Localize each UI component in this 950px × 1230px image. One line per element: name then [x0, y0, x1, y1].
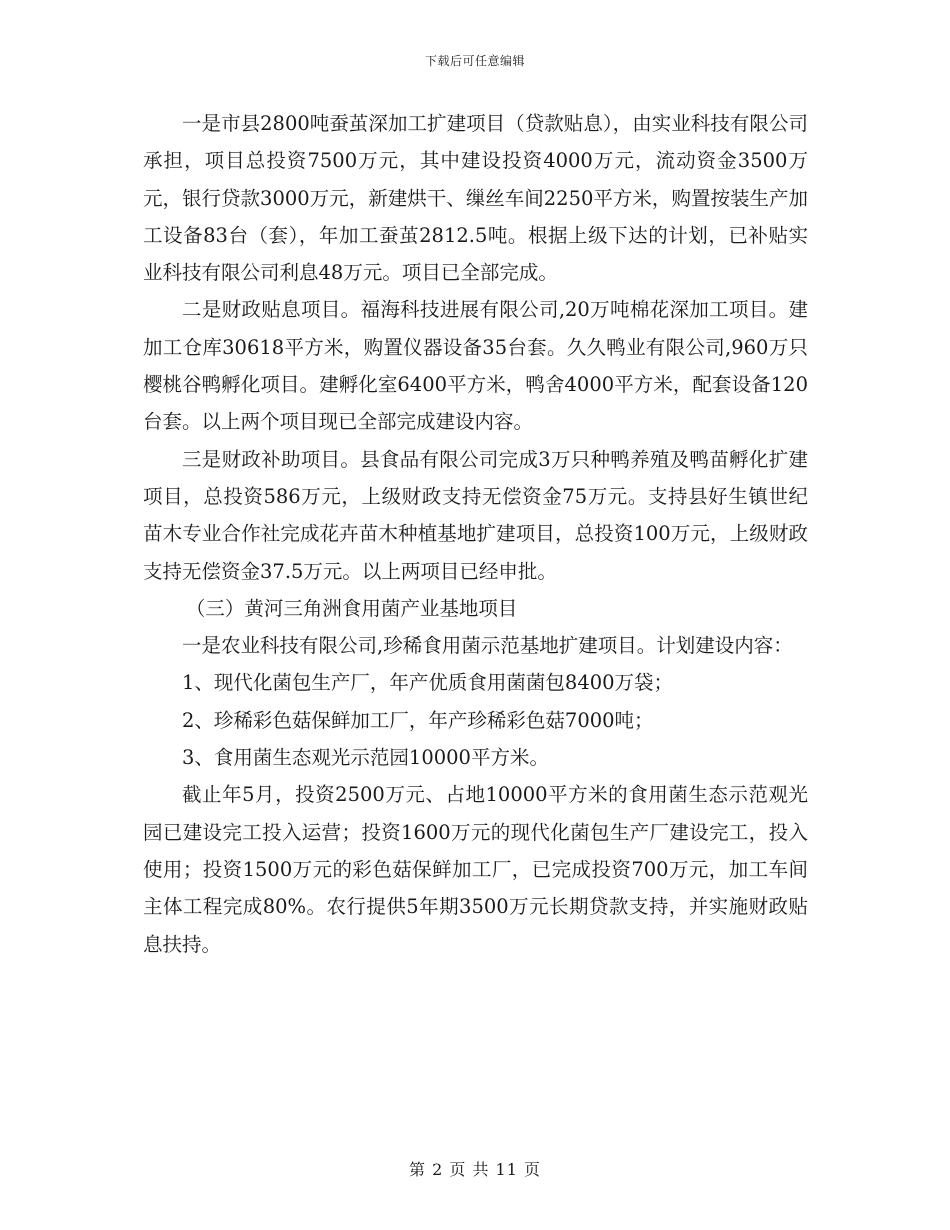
paragraph-progress: 截止年5月，投资2500万元、占地10000平方米的食用菌生态示范观光园已建设完工投入运营；投资1600万元的现代化菌包生产厂建设完工，投入使用；投资1500万元的彩色菇保鲜加工厂，已完成投资700万元，加工车间主体工程完成80%。农行提供5年期3500万元长期贷款支持，并实施财政贴息扶持。: [143, 783, 808, 956]
list-item: 3、食用菌生态观光示范园10000平方米。: [182, 746, 549, 770]
page-header: 下载后可任意编辑: [424, 54, 525, 68]
list-item: 2、珍稀彩色菇保鲜加工厂，年产珍稀彩色菇7000吨；: [182, 708, 654, 732]
list-item: 1、现代化菌包生产厂，年产优质食用菌菌包8400万袋；: [182, 671, 674, 695]
paragraph-project-three: 三是财政补助项目。县食品有限公司完成3万只种鸭养殖及鸭苗孵化扩建项目，总投资586万元，上级财政支持无偿资金75万元。支持县好生镇世纪苗木专业合作社完成花卉苗木种植基地扩建项目，总投资100万元，上级财政支持无偿资金37.5万元。以上两项目已经申批。: [143, 447, 808, 583]
page-number-footer: 第 2 页 共 11 页: [409, 1160, 541, 1179]
paragraph-project-two: 二是财政贴息项目。福海科技进展有限公司,20万吨棉花深加工项目。建加工仓库30618平方米，购置仪器设备35台套。久久鸭业有限公司,960万只樱桃谷鸭孵化项目。建孵化室6400平方米，鸭舍4000平方米，配套设备120台套。以上两个项目现已全部完成建设内容。: [143, 298, 808, 434]
paragraph-project-one: 一是市县2800吨蚕茧深加工扩建项目（贷款贴息），由实业科技有限公司承担，项目总投资7500万元，其中建设投资4000万元，流动资金3500万元，银行贷款3000万元，新建烘干、缫丝车间2250平方米，购置按装生产加工设备83台（套），年加工蚕茧2812.5吨。根据上级下达的计划，已补贴实业科技有限公司利息48万元。项目已全部完成。: [143, 112, 808, 285]
paragraph-mushroom-intro: 一是农业科技有限公司,珍稀食用菌示范基地扩建项目。计划建设内容：: [182, 634, 793, 658]
document-body: [143, 105, 808, 963]
section-heading: （三）黄河三角洲食用菌产业基地项目: [185, 596, 518, 620]
